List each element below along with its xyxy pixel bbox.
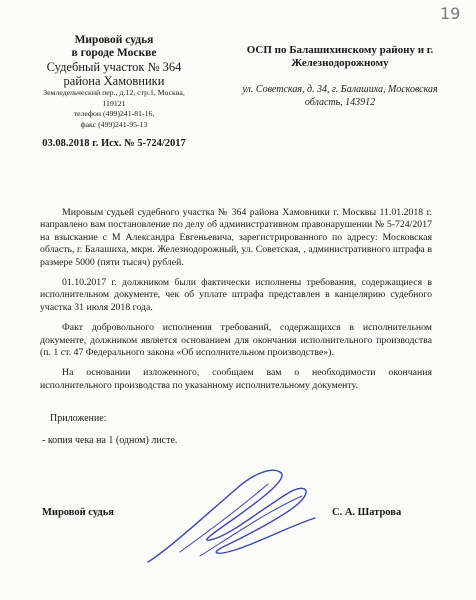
signatory-name: С. А. Шатрова — [332, 507, 402, 518]
addressee-address-line2: область, 143912 — [304, 96, 376, 108]
sender-city: в городе Москве — [71, 47, 157, 59]
letter-body — [40, 207, 432, 400]
handwritten-signature — [140, 460, 330, 570]
paragraph-4: На основании изложенного, сообщаем вам о необходимости окончания исполнительного производства по указанному исполнительному документу. — [40, 367, 432, 391]
sender-title: Мировой судья — [74, 34, 154, 46]
sender-postcode: 119121 — [102, 98, 126, 108]
page-number: 19 — [440, 4, 461, 23]
sender-address: Земледельческий пер., д.12, стр.1, Москва, — [43, 88, 185, 97]
addressee-name-line1: ОСП по Балашихинскому району и г. — [246, 44, 434, 56]
outgoing-reference: 03.08.2018 г. Исх. № 5-724/2017 — [42, 138, 186, 149]
appendix-item: - копия чека на 1 (одном) листе. — [42, 435, 178, 446]
sender-phone: телефон (499)241-81-16, — [73, 109, 155, 118]
addressee-address-line1: ул. Советская, д. 34, г. Балашиха, Московская — [242, 84, 438, 95]
sender-fax: факс (499)241-95-13 — [80, 119, 148, 129]
paragraph-1: Мировым судьей судебного участка № 364 района Хамовники г. Москвы 11.01.2018 г. направлено вам постановление по делу об административном правонарушении № 5-724/2017 на взыскание с М Александра Евгеньевича, зарегистрированного по адресу: Московская область, г. Балашиха, мкрн. Железнодорожный, ул. Советская, , административного штрафа в размере 5000 (пяти тысяч) рублей. — [40, 207, 432, 268]
paragraph-3: Факт добровольного исполнения требований, содержащихся в исполнительном документе, должником является основанием для окончания исполнительного производства (п. 1 ст. 47 Федерального закона «Об исполнительном производстве»). — [40, 322, 432, 359]
appendix-title: Приложение: — [50, 413, 107, 424]
addressee-block — [220, 44, 460, 109]
paragraph-2: 01.10.2017 г. должником были фактически исполнены требования, содержащиеся в исполнительном документе, чек об уплате штрафа представлен в канцелярию судебного участка 31 июля 2018 года. — [40, 277, 432, 313]
sender-block — [14, 34, 214, 149]
sender-court: Судебный участок № 364 — [46, 60, 182, 74]
sender-district: района Хамовники — [63, 74, 165, 88]
appendix-block — [42, 413, 342, 447]
signatory-position: Мировой судья — [42, 507, 114, 518]
addressee-name-line2: Железнодорожному — [291, 57, 389, 69]
